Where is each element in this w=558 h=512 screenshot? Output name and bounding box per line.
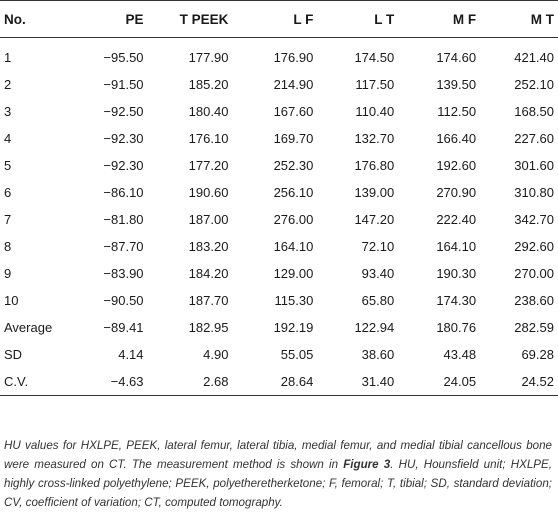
cell-t-peek: 187.70	[188, 293, 229, 308]
cell-no: 5	[4, 158, 12, 173]
cell-pe: −92.30	[103, 158, 144, 173]
cell-no: 9	[4, 266, 12, 281]
cell-t-peek: 183.20	[188, 239, 229, 254]
cell-lf: 129.00	[273, 266, 314, 281]
cell-t-peek: 182.95	[188, 320, 229, 335]
cell-lf: 256.10	[273, 185, 314, 200]
column-header-mf: M F	[394, 1, 476, 38]
column-header-t-peek: T PEEK	[144, 1, 229, 38]
cell-lf: 192.19	[273, 320, 314, 335]
cell-pe: −81.80	[103, 212, 144, 227]
cell-no: 8	[4, 239, 12, 254]
cell-lf: 169.70	[273, 131, 314, 146]
cell-pe: −92.50	[103, 104, 144, 119]
cell-mt: 292.60	[514, 239, 554, 254]
cell-no: SD	[4, 347, 23, 362]
cell-pe: −4.63	[75, 368, 144, 396]
table-row	[0, 206, 558, 233]
cell-mf: 174.30	[436, 293, 477, 308]
cell-pe: −90.50	[103, 293, 144, 308]
cell-mf: 164.10	[436, 239, 477, 254]
table-row	[0, 287, 558, 314]
table-row	[0, 179, 558, 206]
cell-no: 3	[4, 104, 12, 119]
table-row	[0, 152, 558, 179]
cell-lt: 147.20	[354, 212, 395, 227]
column-header-lt: L T	[313, 1, 394, 38]
cell-t-peek: 177.90	[188, 50, 229, 65]
cell-mt: 252.10	[514, 77, 554, 92]
cell-mf: 112.50	[437, 104, 477, 119]
cell-mt: 310.80	[514, 185, 554, 200]
cell-t-peek: 4.90	[203, 347, 229, 362]
footnote-text-after: . HU, Hounsfield unit; HXLPE, highly cross-linked polyethylene; PEEK, polyetheretherketone; F, femoral; T, tibial; SD, standard deviation; CV, coefficient of variation; CT, computed tomography.	[4, 458, 552, 509]
table-row	[0, 341, 558, 368]
column-header-no: No.	[0, 1, 75, 38]
table-row	[0, 368, 558, 396]
cell-lt: 31.40	[313, 368, 394, 396]
cell-lf: 276.00	[273, 212, 314, 227]
cell-lf: 176.90	[273, 50, 314, 65]
cell-mt: 168.50	[514, 104, 554, 119]
cell-pe: 4.14	[118, 347, 144, 362]
cell-no: 4	[4, 131, 12, 146]
figure-reference: Figure 3	[343, 458, 391, 471]
cell-lf: 252.30	[273, 158, 314, 173]
cell-no: 7	[4, 212, 12, 227]
table-row	[0, 98, 558, 125]
table-body	[0, 38, 558, 396]
cell-lf: 167.60	[273, 104, 314, 119]
cell-lf: 214.90	[273, 77, 314, 92]
cell-mf: 166.40	[436, 131, 477, 146]
cell-pe: −83.90	[103, 266, 144, 281]
cell-lt: 72.10	[361, 239, 395, 254]
cell-lt: 122.94	[354, 320, 395, 335]
table-row	[0, 314, 558, 341]
table-row	[0, 260, 558, 287]
cell-mf: 139.50	[436, 77, 477, 92]
cell-pe: −92.30	[103, 131, 144, 146]
cell-no: Average	[4, 320, 53, 335]
table-row	[0, 233, 558, 260]
cell-no: 10	[4, 293, 19, 308]
cell-lt: 65.80	[361, 293, 395, 308]
cell-lt: 110.40	[355, 104, 395, 119]
cell-lt: 93.40	[361, 266, 395, 281]
cell-mf: 190.30	[436, 266, 477, 281]
cell-pe: −89.41	[103, 320, 144, 335]
cell-lt: 176.80	[354, 158, 395, 173]
cell-mt: 282.59	[514, 320, 554, 335]
cell-t-peek: 184.20	[188, 266, 229, 281]
cell-no: 2	[4, 77, 12, 92]
cell-t-peek: 187.00	[188, 212, 229, 227]
cell-lf: 55.05	[280, 347, 314, 362]
cell-lf: 164.10	[273, 239, 314, 254]
cell-lf: 115.30	[274, 293, 314, 308]
cell-lt: 174.50	[354, 50, 395, 65]
cell-no: C.V.	[0, 368, 75, 396]
column-header-pe: PE	[75, 1, 144, 38]
cell-mt: 69.28	[521, 347, 554, 362]
cell-mt: 270.00	[514, 266, 554, 281]
cell-mt: 24.52	[476, 368, 558, 396]
footnote-text-before: HU values for HXLPE, PEEK, lateral femur, lateral tibia, medial femur, and medial tibial cancellous bone were measured on CT. The measurement method is shown in	[4, 439, 552, 471]
header-row	[0, 1, 558, 38]
cell-t-peek: 180.40	[188, 104, 229, 119]
cell-pe: −87.70	[103, 239, 144, 254]
cell-t-peek: 2.68	[144, 368, 229, 396]
cell-mf: 24.05	[394, 368, 476, 396]
cell-lt: 139.00	[354, 185, 395, 200]
cell-mf: 180.76	[436, 320, 477, 335]
cell-lt: 132.70	[354, 131, 395, 146]
cell-mt: 301.60	[514, 158, 554, 173]
table-row	[0, 71, 558, 98]
cell-t-peek: 190.60	[188, 185, 229, 200]
table-footnote	[4, 436, 552, 512]
cell-no: 6	[4, 185, 12, 200]
cell-lt: 38.60	[361, 347, 395, 362]
column-header-lf: L F	[228, 1, 313, 38]
column-header-mt: M T	[476, 1, 558, 38]
cell-t-peek: 185.20	[188, 77, 229, 92]
cell-mf: 270.90	[436, 185, 477, 200]
cell-pe: −86.10	[103, 185, 144, 200]
cell-mf: 43.48	[443, 347, 477, 362]
cell-mf: 192.60	[436, 158, 477, 173]
cell-lt: 117.50	[355, 77, 395, 92]
cell-no: 1	[4, 50, 12, 65]
cell-mt: 227.60	[514, 131, 554, 146]
cell-lf: 28.64	[228, 368, 313, 396]
table-row	[0, 38, 558, 72]
cell-t-peek: 177.20	[188, 158, 229, 173]
cell-mt: 421.40	[514, 50, 554, 65]
cell-mt: 238.60	[514, 293, 554, 308]
table-row	[0, 125, 558, 152]
cell-mf: 174.60	[436, 50, 477, 65]
cell-pe: −91.50	[103, 77, 144, 92]
cell-mf: 222.40	[436, 212, 477, 227]
cell-mt: 342.70	[514, 212, 554, 227]
cell-t-peek: 176.10	[188, 131, 229, 146]
cell-pe: −95.50	[103, 50, 144, 65]
